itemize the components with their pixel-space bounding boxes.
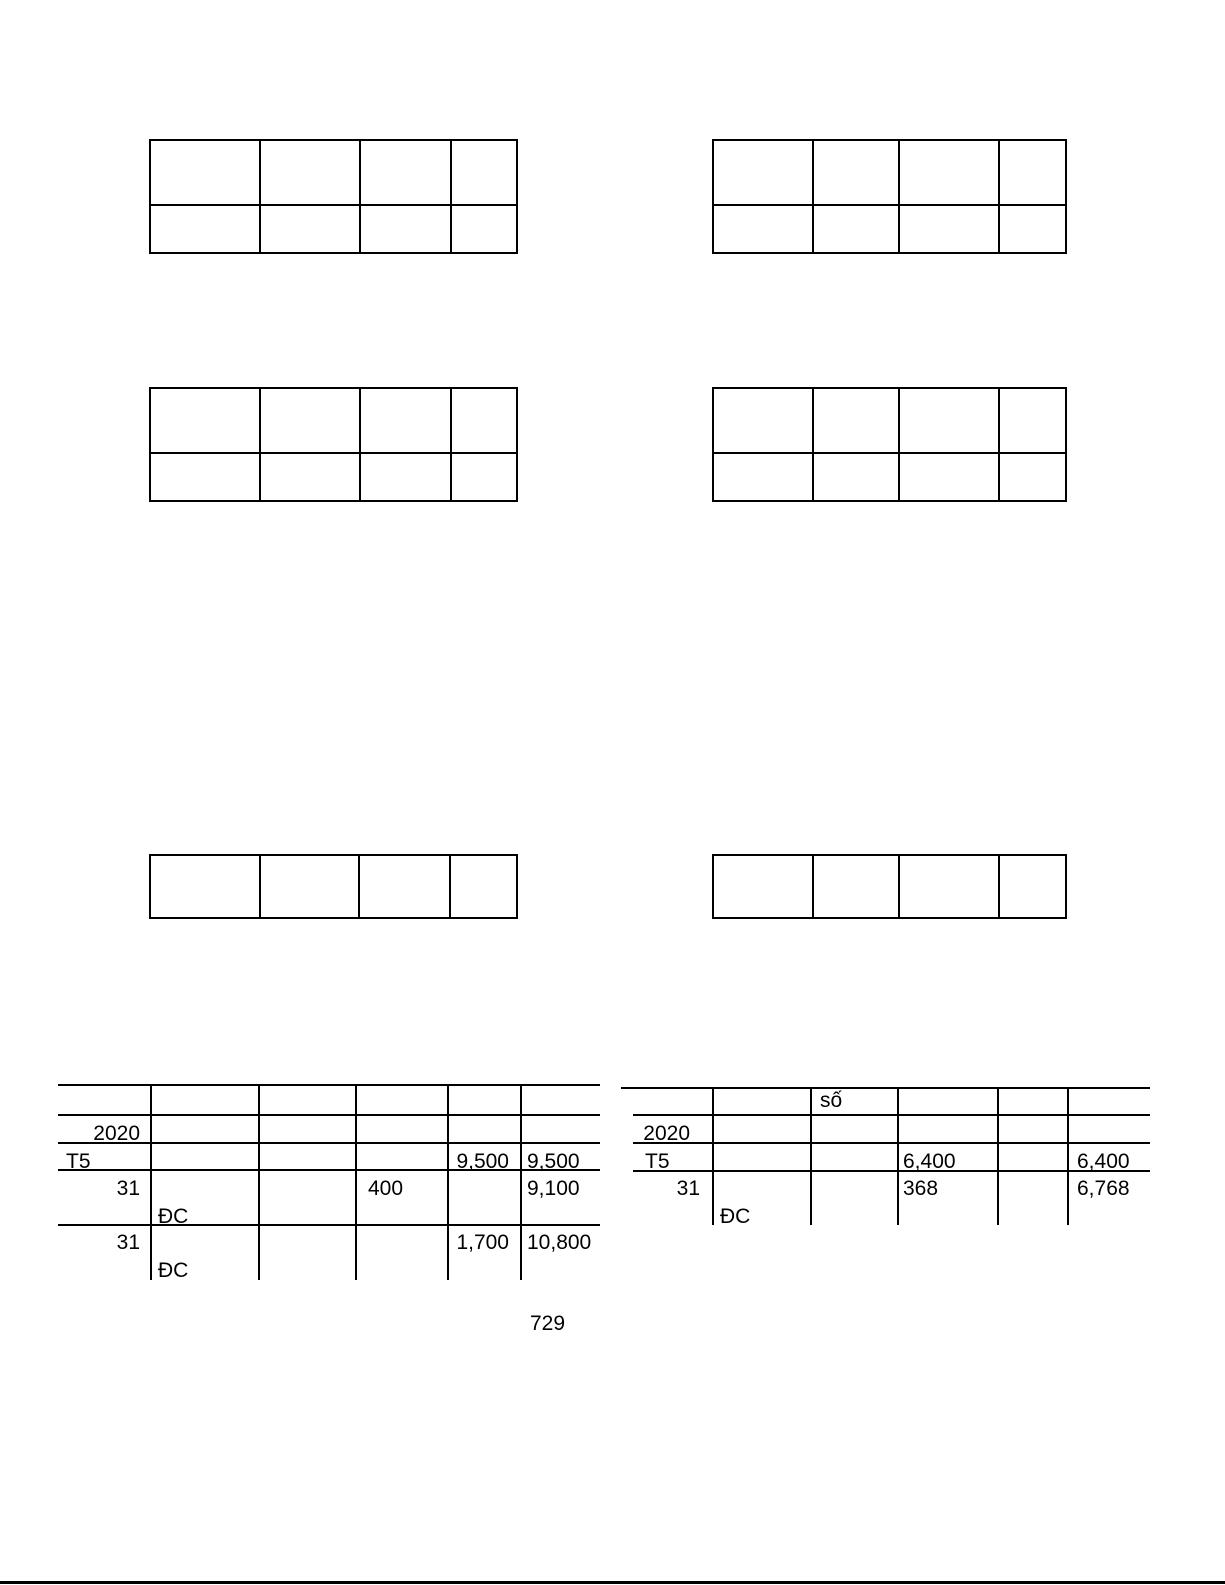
ledger-right-vline [810,1087,812,1225]
ledger-cell-day: 31 [676,1177,700,1200]
table-border-line [151,204,516,206]
ledger-cell-balance: 6,400 [1077,1150,1130,1173]
ledger-left-vline [258,1084,260,1280]
ledger-cell-amount: 1,700 [456,1231,509,1254]
ledger-cell-ref: ĐC [158,1259,189,1282]
blank-table-top-right [712,139,1067,254]
blank-table-row-right [712,854,1067,919]
ledger-right-hline [621,1087,1150,1089]
ledger-cell-month: T5 [645,1150,670,1173]
ledger-cell-day: 31 [116,1177,140,1200]
table-border-line [998,856,1000,917]
table-border-line [812,389,814,500]
table-border-line [259,856,261,917]
ledger-header-so: số [820,1089,843,1112]
page-bottom-rule [0,1581,1225,1584]
table-border-line [714,452,1065,454]
ledger-cell-day: 31 [116,1231,140,1254]
page-number: 729 [530,1312,566,1335]
table-border-line [898,141,900,252]
ledger-cell-ref: ĐC [720,1205,751,1228]
ledger-right-vline [997,1087,999,1225]
ledger-right-vline [712,1087,714,1225]
ledger-right-hline [633,1142,1150,1144]
ledger-left-vline [150,1084,152,1280]
table-border-line [358,856,360,917]
ledger-cell-balance: 9,100 [527,1177,580,1200]
ledger-cell-month: T5 [66,1150,91,1173]
ledger-left-hline [58,1084,600,1086]
ledger-cell-balance: 9,500 [527,1150,580,1173]
ledger-left-hline [58,1114,600,1116]
table-border-line [898,856,900,917]
table-border-line [259,389,261,500]
table-border-line [450,141,452,252]
table-border-line [812,856,814,917]
table-border-line [259,141,261,252]
ledger-cell-balance: 10,800 [527,1231,592,1254]
ledger-cell-year: 2020 [93,1122,140,1145]
ledger-cell-amount: 368 [903,1177,939,1200]
table-border-line [714,204,1065,206]
table-border-line [998,141,1000,252]
table-border-line [449,856,451,917]
table-border-line [151,452,516,454]
ledger-cell-balance: 6,768 [1077,1177,1130,1200]
blank-table-mid-left [149,387,518,502]
ledger-left-hline [58,1224,600,1226]
table-border-line [359,389,361,500]
ledger-right-vline [1067,1087,1069,1225]
table-border-line [812,141,814,252]
ledger-left-hline [58,1169,600,1171]
ledger-right-hline [633,1170,1150,1172]
blank-table-mid-right [712,387,1067,502]
ledger-left-vline [355,1084,357,1280]
blank-table-row-left [149,854,518,919]
ledger-cell-amount: 9,500 [456,1150,509,1173]
ledger-cell-ref: ĐC [158,1205,189,1228]
table-border-line [359,141,361,252]
blank-table-top-left [149,139,518,254]
table-border-line [898,389,900,500]
ledger-left-vline [520,1084,522,1280]
table-border-line [450,389,452,500]
ledger-cell-amount: 400 [368,1177,404,1200]
ledger-cell-amount: 6,400 [903,1150,956,1173]
table-border-line [998,389,1000,500]
ledger-cell-year: 2020 [643,1122,690,1145]
ledger-right-vline [897,1087,899,1225]
ledger-right-hline [633,1114,1150,1116]
